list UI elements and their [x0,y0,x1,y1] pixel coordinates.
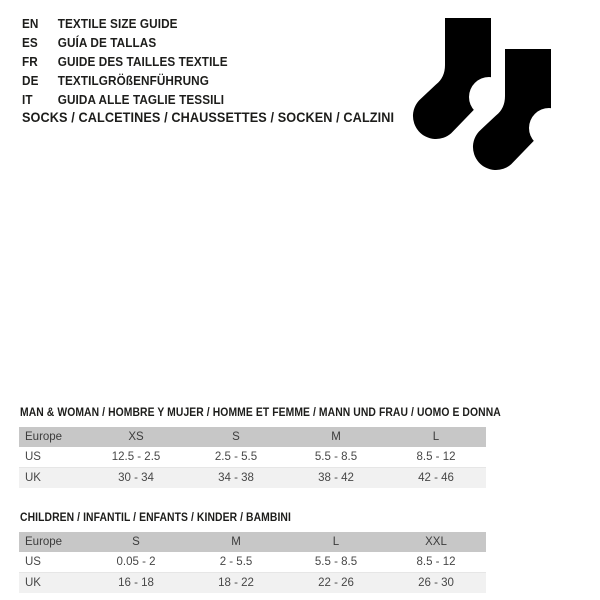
table-cell: 16 - 18 [118,577,154,589]
socks-icon [400,5,585,190]
column-header: Europe [25,431,63,443]
table-row [19,573,486,594]
lang-line-de [22,71,228,90]
column-header: S [132,536,140,548]
column-header: XXL [425,536,447,548]
table-cell: 2.5 - 5.5 [214,451,258,463]
category-title: SOCKS / CALCETINES / CHAUSSETTES / SOCKEN / CALZINI [22,110,395,125]
row-label: US [25,451,41,463]
column-header: M [331,431,341,443]
table-row [19,468,486,489]
table-title: CHILDREN / INFANTIL / ENFANTS / KINDER / BAMBINI [20,512,291,524]
table-cell: 0.05 - 2 [116,556,156,568]
lang-label: TEXTILE SIZE GUIDE [57,16,178,31]
lang-code: ES [22,35,38,50]
table-cell: 8.5 - 12 [416,451,456,463]
size-table-children [19,512,486,593]
lang-code: IT [22,92,33,107]
table-title: MAN & WOMAN / HOMBRE Y MUJER / HOMME ET FEMME / MANN UND FRAU / UOMO E DONNA [20,407,501,419]
column-header: L [432,431,440,443]
lang-line-es [22,33,228,52]
lang-code: FR [22,54,38,69]
lang-line-it [22,90,228,109]
table-cell: 26 - 30 [418,577,454,589]
table-cell: 18 - 22 [218,577,254,589]
table-cell: 8.5 - 12 [416,556,456,568]
row-label: US [25,556,41,568]
lang-label: TEXTILGRÖßENFÜHRUNG [57,73,209,88]
lang-line-fr [22,52,228,71]
lang-label: GUIDE DES TAILLES TEXTILE [57,54,228,69]
size-table-adults [19,407,501,488]
table-cell: 34 - 38 [218,472,254,484]
column-header: L [332,536,340,548]
table-header-row [19,532,486,552]
language-guide-list [22,14,228,109]
table-cell: 30 - 34 [118,472,154,484]
table-cell: 5.5 - 8.5 [314,556,358,568]
table-cell: 5.5 - 8.5 [314,451,358,463]
row-label: UK [25,472,41,484]
row-label: UK [25,577,41,589]
column-header: Europe [25,536,63,548]
table-cell: 42 - 46 [418,472,454,484]
lang-label: GUÍA DE TALLAS [57,35,157,50]
table-cell: 2 - 5.5 [219,556,253,568]
table-cell: 22 - 26 [318,577,354,589]
column-header: S [232,431,240,443]
table-cell: 12.5 - 2.5 [111,451,161,463]
column-header: XS [128,431,144,443]
column-header: M [231,536,241,548]
table-row [19,447,486,468]
lang-code: DE [22,73,39,88]
lang-line-en [22,14,228,33]
table-row [19,552,486,573]
lang-label: GUIDA ALLE TAGLIE TESSILI [57,92,225,107]
table-header-row [19,427,486,447]
table-cell: 38 - 42 [318,472,354,484]
lang-code: EN [22,16,39,31]
